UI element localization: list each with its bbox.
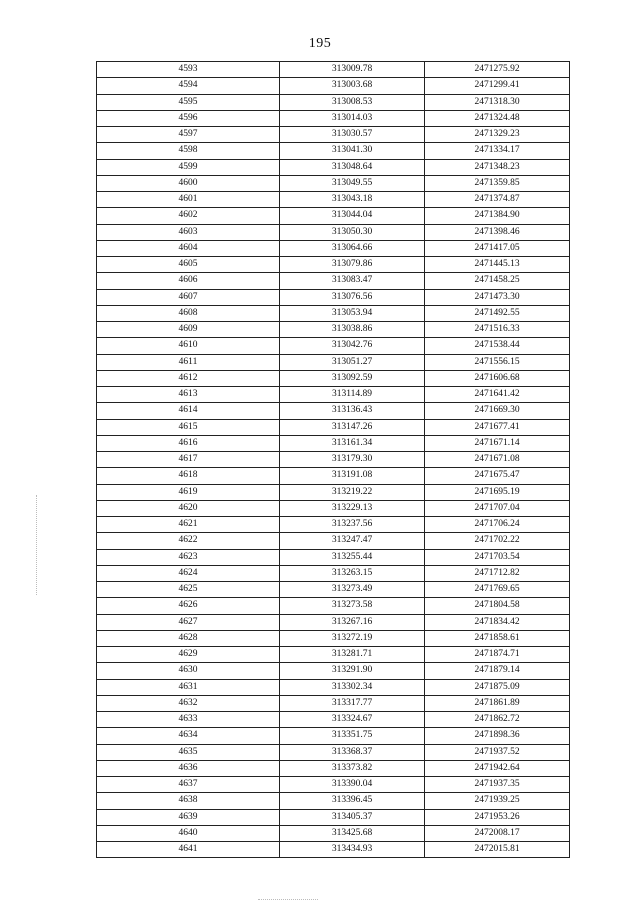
table-row [97, 289, 570, 305]
table-row [97, 565, 570, 581]
y-coordinate-cell: 2471677.41 [425, 419, 570, 435]
table-row [97, 760, 570, 776]
x-coordinate-cell: 313425.68 [280, 825, 425, 841]
table-row [97, 614, 570, 630]
x-coordinate-cell: 313008.53 [280, 94, 425, 110]
point-id-cell: 4617 [97, 452, 280, 468]
table-row [97, 777, 570, 793]
point-id-cell: 4639 [97, 809, 280, 825]
table-row [97, 273, 570, 289]
x-coordinate-cell: 313044.04 [280, 208, 425, 224]
table-row [97, 484, 570, 500]
table-row [97, 582, 570, 598]
x-coordinate-cell: 313076.56 [280, 289, 425, 305]
y-coordinate-cell: 2471492.55 [425, 305, 570, 321]
table-row [97, 500, 570, 516]
y-coordinate-cell: 2471702.22 [425, 533, 570, 549]
x-coordinate-cell: 313255.44 [280, 549, 425, 565]
x-coordinate-cell: 313324.67 [280, 712, 425, 728]
table-row [97, 517, 570, 533]
point-id-cell: 4628 [97, 630, 280, 646]
y-coordinate-cell: 2471324.48 [425, 110, 570, 126]
scan-bottom-mark [258, 899, 318, 901]
table-row [97, 468, 570, 484]
table-row [97, 257, 570, 273]
page-number: 195 [308, 36, 332, 51]
point-id-cell: 4601 [97, 192, 280, 208]
y-coordinate-cell: 2471695.19 [425, 484, 570, 500]
table-row [97, 679, 570, 695]
point-id-cell: 4593 [97, 62, 280, 78]
table-row [97, 695, 570, 711]
point-id-cell: 4606 [97, 273, 280, 289]
point-id-cell: 4597 [97, 127, 280, 143]
x-coordinate-cell: 313083.47 [280, 273, 425, 289]
x-coordinate-cell: 313038.86 [280, 322, 425, 338]
y-coordinate-cell: 2471334.17 [425, 143, 570, 159]
table-row [97, 728, 570, 744]
x-coordinate-cell: 313042.76 [280, 338, 425, 354]
y-coordinate-cell: 2471556.15 [425, 354, 570, 370]
point-id-cell: 4625 [97, 582, 280, 598]
table-row [97, 110, 570, 126]
y-coordinate-cell: 2471398.46 [425, 224, 570, 240]
x-coordinate-cell: 313064.66 [280, 240, 425, 256]
point-id-cell: 4624 [97, 565, 280, 581]
y-coordinate-cell: 2471473.30 [425, 289, 570, 305]
point-id-cell: 4631 [97, 679, 280, 695]
y-coordinate-cell: 2471942.64 [425, 760, 570, 776]
point-id-cell: 4609 [97, 322, 280, 338]
y-coordinate-cell: 2471318.30 [425, 94, 570, 110]
table-row [97, 78, 570, 94]
table-row [97, 809, 570, 825]
y-coordinate-cell: 2471348.23 [425, 159, 570, 175]
x-coordinate-cell: 313161.34 [280, 435, 425, 451]
y-coordinate-cell: 2471937.52 [425, 744, 570, 760]
y-coordinate-cell: 2471834.42 [425, 614, 570, 630]
point-id-cell: 4641 [97, 842, 280, 858]
y-coordinate-cell: 2471858.61 [425, 630, 570, 646]
x-coordinate-cell: 313267.16 [280, 614, 425, 630]
point-id-cell: 4613 [97, 387, 280, 403]
table-row [97, 630, 570, 646]
x-coordinate-cell: 313273.49 [280, 582, 425, 598]
point-id-cell: 4638 [97, 793, 280, 809]
y-coordinate-cell: 2471445.13 [425, 257, 570, 273]
point-id-cell: 4621 [97, 517, 280, 533]
x-coordinate-cell: 313434.93 [280, 842, 425, 858]
point-id-cell: 4635 [97, 744, 280, 760]
x-coordinate-cell: 313219.22 [280, 484, 425, 500]
point-id-cell: 4614 [97, 403, 280, 419]
point-id-cell: 4594 [97, 78, 280, 94]
table-row [97, 452, 570, 468]
point-id-cell: 4636 [97, 760, 280, 776]
point-id-cell: 4596 [97, 110, 280, 126]
x-coordinate-cell: 313179.30 [280, 452, 425, 468]
y-coordinate-cell: 2471769.65 [425, 582, 570, 598]
x-coordinate-cell: 313092.59 [280, 370, 425, 386]
point-id-cell: 4618 [97, 468, 280, 484]
table-row [97, 370, 570, 386]
y-coordinate-cell: 2471953.26 [425, 809, 570, 825]
point-id-cell: 4612 [97, 370, 280, 386]
table-row [97, 94, 570, 110]
point-id-cell: 4598 [97, 143, 280, 159]
table-row [97, 435, 570, 451]
x-coordinate-cell: 313014.03 [280, 110, 425, 126]
y-coordinate-cell: 2471703.54 [425, 549, 570, 565]
x-coordinate-cell: 313049.55 [280, 175, 425, 191]
point-id-cell: 4620 [97, 500, 280, 516]
table-row [97, 403, 570, 419]
x-coordinate-cell: 313272.19 [280, 630, 425, 646]
table-row [97, 842, 570, 858]
table-row [97, 192, 570, 208]
point-id-cell: 4603 [97, 224, 280, 240]
y-coordinate-cell: 2471875.09 [425, 679, 570, 695]
x-coordinate-cell: 313351.75 [280, 728, 425, 744]
x-coordinate-cell: 313079.86 [280, 257, 425, 273]
y-coordinate-cell: 2471675.47 [425, 468, 570, 484]
x-coordinate-cell: 313263.15 [280, 565, 425, 581]
y-coordinate-cell: 2471538.44 [425, 338, 570, 354]
y-coordinate-cell: 2471374.87 [425, 192, 570, 208]
point-id-cell: 4629 [97, 647, 280, 663]
table-row [97, 549, 570, 565]
point-id-cell: 4640 [97, 825, 280, 841]
y-coordinate-cell: 2471275.92 [425, 62, 570, 78]
x-coordinate-cell: 313405.37 [280, 809, 425, 825]
scan-margin-mark [36, 495, 38, 595]
y-coordinate-cell: 2471939.25 [425, 793, 570, 809]
table-row [97, 240, 570, 256]
table-row [97, 62, 570, 78]
x-coordinate-cell: 313053.94 [280, 305, 425, 321]
coordinate-table [96, 61, 570, 858]
point-id-cell: 4600 [97, 175, 280, 191]
table-row [97, 712, 570, 728]
x-coordinate-cell: 313317.77 [280, 695, 425, 711]
x-coordinate-cell: 313043.18 [280, 192, 425, 208]
x-coordinate-cell: 313229.13 [280, 500, 425, 516]
x-coordinate-cell: 313396.45 [280, 793, 425, 809]
y-coordinate-cell: 2471898.36 [425, 728, 570, 744]
y-coordinate-cell: 2471671.14 [425, 435, 570, 451]
x-coordinate-cell: 313050.30 [280, 224, 425, 240]
y-coordinate-cell: 2471329.23 [425, 127, 570, 143]
y-coordinate-cell: 2471417.05 [425, 240, 570, 256]
x-coordinate-cell: 313003.68 [280, 78, 425, 94]
point-id-cell: 4632 [97, 695, 280, 711]
point-id-cell: 4595 [97, 94, 280, 110]
point-id-cell: 4605 [97, 257, 280, 273]
x-coordinate-cell: 313147.26 [280, 419, 425, 435]
x-coordinate-cell: 313051.27 [280, 354, 425, 370]
point-id-cell: 4608 [97, 305, 280, 321]
x-coordinate-cell: 313041.30 [280, 143, 425, 159]
y-coordinate-cell: 2471861.89 [425, 695, 570, 711]
x-coordinate-cell: 313048.64 [280, 159, 425, 175]
table-row [97, 208, 570, 224]
x-coordinate-cell: 313191.08 [280, 468, 425, 484]
y-coordinate-cell: 2471359.85 [425, 175, 570, 191]
point-id-cell: 4616 [97, 435, 280, 451]
table-row [97, 825, 570, 841]
point-id-cell: 4626 [97, 598, 280, 614]
table-row [97, 793, 570, 809]
table-row [97, 175, 570, 191]
y-coordinate-cell: 2471804.58 [425, 598, 570, 614]
point-id-cell: 4599 [97, 159, 280, 175]
x-coordinate-cell: 313368.37 [280, 744, 425, 760]
y-coordinate-cell: 2471641.42 [425, 387, 570, 403]
y-coordinate-cell: 2471384.90 [425, 208, 570, 224]
table-row [97, 322, 570, 338]
point-id-cell: 4602 [97, 208, 280, 224]
point-id-cell: 4615 [97, 419, 280, 435]
y-coordinate-cell: 2471299.41 [425, 78, 570, 94]
table-row [97, 143, 570, 159]
table-row [97, 663, 570, 679]
point-id-cell: 4627 [97, 614, 280, 630]
y-coordinate-cell: 2471874.71 [425, 647, 570, 663]
table-row [97, 387, 570, 403]
point-id-cell: 4633 [97, 712, 280, 728]
table-row [97, 744, 570, 760]
y-coordinate-cell: 2471606.68 [425, 370, 570, 386]
y-coordinate-cell: 2471707.04 [425, 500, 570, 516]
y-coordinate-cell: 2471712.82 [425, 565, 570, 581]
y-coordinate-cell: 2471671.08 [425, 452, 570, 468]
table-row [97, 159, 570, 175]
point-id-cell: 4623 [97, 549, 280, 565]
x-coordinate-cell: 313009.78 [280, 62, 425, 78]
table-row [97, 224, 570, 240]
y-coordinate-cell: 2471862.72 [425, 712, 570, 728]
x-coordinate-cell: 313114.89 [280, 387, 425, 403]
x-coordinate-cell: 313291.90 [280, 663, 425, 679]
point-id-cell: 4611 [97, 354, 280, 370]
y-coordinate-cell: 2471669.30 [425, 403, 570, 419]
x-coordinate-cell: 313273.58 [280, 598, 425, 614]
x-coordinate-cell: 313281.71 [280, 647, 425, 663]
x-coordinate-cell: 313237.56 [280, 517, 425, 533]
table-row [97, 647, 570, 663]
point-id-cell: 4637 [97, 777, 280, 793]
point-id-cell: 4610 [97, 338, 280, 354]
point-id-cell: 4619 [97, 484, 280, 500]
point-id-cell: 4622 [97, 533, 280, 549]
y-coordinate-cell: 2472008.17 [425, 825, 570, 841]
table-row [97, 354, 570, 370]
point-id-cell: 4630 [97, 663, 280, 679]
y-coordinate-cell: 2471706.24 [425, 517, 570, 533]
point-id-cell: 4607 [97, 289, 280, 305]
y-coordinate-cell: 2471516.33 [425, 322, 570, 338]
table-row [97, 338, 570, 354]
y-coordinate-cell: 2471937.35 [425, 777, 570, 793]
x-coordinate-cell: 313247.47 [280, 533, 425, 549]
x-coordinate-cell: 313390.04 [280, 777, 425, 793]
x-coordinate-cell: 313302.34 [280, 679, 425, 695]
y-coordinate-cell: 2472015.81 [425, 842, 570, 858]
point-id-cell: 4604 [97, 240, 280, 256]
y-coordinate-cell: 2471458.25 [425, 273, 570, 289]
x-coordinate-cell: 313373.82 [280, 760, 425, 776]
x-coordinate-cell: 313030.57 [280, 127, 425, 143]
point-id-cell: 4634 [97, 728, 280, 744]
coordinate-table-body [97, 62, 570, 858]
table-row [97, 419, 570, 435]
x-coordinate-cell: 313136.43 [280, 403, 425, 419]
table-row [97, 305, 570, 321]
table-row [97, 533, 570, 549]
table-row [97, 598, 570, 614]
y-coordinate-cell: 2471879.14 [425, 663, 570, 679]
table-row [97, 127, 570, 143]
